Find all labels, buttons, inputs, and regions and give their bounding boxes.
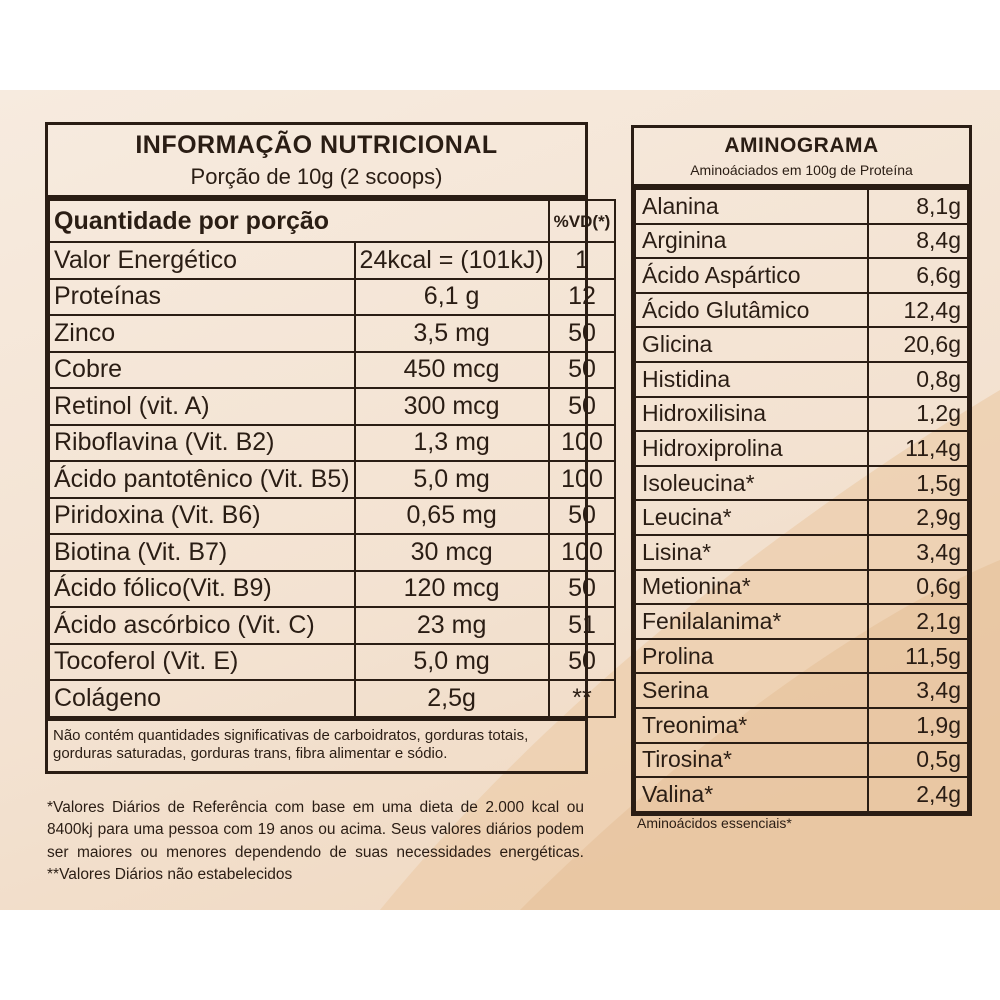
amino-name: Ácido Glutâmico (635, 293, 868, 328)
amino-row (635, 466, 968, 501)
amino-value: 2,1g (868, 604, 968, 639)
nutrient-vd: 51 (549, 607, 616, 644)
nutrient-vd: 50 (549, 352, 616, 389)
amino-row (635, 362, 968, 397)
nutrition-facts-panel (45, 122, 611, 774)
amino-name: Arginina (635, 224, 868, 259)
amino-row (635, 777, 968, 812)
nutrition-row (49, 279, 615, 316)
aminogram-header (634, 128, 969, 188)
amino-row (635, 293, 968, 328)
nutrient-name: Biotina (Vit. B7) (49, 534, 355, 571)
nutrition-row (49, 644, 615, 681)
aminogram-title: AMINOGRAMA (724, 134, 879, 157)
amino-row (635, 743, 968, 778)
amino-value: 6,6g (868, 258, 968, 293)
amino-value: 0,5g (868, 743, 968, 778)
nutrient-vd: 50 (549, 498, 616, 535)
nutrition-column-header (49, 200, 615, 242)
amino-row (635, 570, 968, 605)
nutrition-table (48, 199, 616, 718)
amino-name: Serina (635, 673, 868, 708)
amino-name: Ácido Aspártico (635, 258, 868, 293)
nutrient-quantity: 24kcal = (101kJ) (355, 242, 549, 279)
nutrition-row (49, 534, 615, 571)
amino-row (635, 327, 968, 362)
amino-value: 1,5g (868, 466, 968, 501)
amino-row (635, 189, 968, 224)
amino-name: Fenilalanima* (635, 604, 868, 639)
nutrition-row (49, 388, 615, 425)
amino-value: 1,2g (868, 397, 968, 432)
nutrient-quantity: 30 mcg (355, 534, 549, 571)
nutrition-serving: Porção de 10g (2 scoops) (190, 164, 443, 189)
nutrient-quantity: 6,1 g (355, 279, 549, 316)
amino-name: Histidina (635, 362, 868, 397)
amino-name: Isoleucina* (635, 466, 868, 501)
nutrition-header (48, 125, 585, 199)
nutrient-vd: ** (549, 680, 616, 717)
amino-value: 0,6g (868, 570, 968, 605)
amino-row (635, 708, 968, 743)
amino-value: 8,4g (868, 224, 968, 259)
nutrition-note: Não contém quantidades significativas de carboidratos, gorduras totais, gorduras saturadas, gorduras trans, fibra alimentar e sódio. (48, 718, 585, 772)
nutrient-quantity: 23 mg (355, 607, 549, 644)
amino-value: 11,5g (868, 639, 968, 674)
amino-value: 3,4g (868, 673, 968, 708)
nutrition-row (49, 607, 615, 644)
amino-value: 12,4g (868, 293, 968, 328)
amino-row (635, 535, 968, 570)
nutrient-quantity: 450 mcg (355, 352, 549, 389)
amino-name: Valina* (635, 777, 868, 812)
amino-value: 2,4g (868, 777, 968, 812)
nutrient-name: Cobre (49, 352, 355, 389)
nutrition-row (49, 571, 615, 608)
amino-row (635, 639, 968, 674)
amino-row (635, 500, 968, 535)
nutrient-quantity: 120 mcg (355, 571, 549, 608)
nutrient-vd: 100 (549, 425, 616, 462)
nutrient-vd: 50 (549, 388, 616, 425)
nutrient-vd: 50 (549, 644, 616, 681)
amino-name: Alanina (635, 189, 868, 224)
quantity-header: Quantidade por porção (49, 200, 549, 242)
nutrient-quantity: 1,3 mg (355, 425, 549, 462)
nutrition-row (49, 425, 615, 462)
nutrition-row (49, 315, 615, 352)
amino-value: 20,6g (868, 327, 968, 362)
nutrient-vd: 12 (549, 279, 616, 316)
daily-values-footnote: *Valores Diários de Referência com base em uma dieta de 2.000 kcal ou 8400kj para uma pessoa com 19 anos ou acima. Seus valores diários podem ser maiores ou menores dependendo de suas necessidades energéticas. **Valores Diários não estabelecidos (47, 799, 584, 884)
amino-name: Tirosina* (635, 743, 868, 778)
amino-value: 1,9g (868, 708, 968, 743)
amino-row (635, 224, 968, 259)
amino-row (635, 673, 968, 708)
nutrient-name: Ácido ascórbico (Vit. C) (49, 607, 355, 644)
amino-value: 0,8g (868, 362, 968, 397)
nutrient-quantity: 2,5g (355, 680, 549, 717)
nutrition-row (49, 352, 615, 389)
nutrition-title: INFORMAÇÃO NUTRICIONAL (135, 131, 498, 159)
amino-name: Treonima* (635, 708, 868, 743)
vd-header: %VD(*) (549, 200, 616, 242)
nutrient-name: Ácido pantotênico (Vit. B5) (49, 461, 355, 498)
nutrient-name: Piridoxina (Vit. B6) (49, 498, 355, 535)
nutrition-row (49, 680, 615, 717)
nutrient-quantity: 3,5 mg (355, 315, 549, 352)
nutrient-name: Riboflavina (Vit. B2) (49, 425, 355, 462)
amino-name: Lisina* (635, 535, 868, 570)
amino-value: 3,4g (868, 535, 968, 570)
nutrient-name: Ácido fólico(Vit. B9) (49, 571, 355, 608)
aminogram-panel (631, 125, 972, 816)
amino-name: Metionina* (635, 570, 868, 605)
nutrient-vd: 100 (549, 461, 616, 498)
amino-name: Hidroxiprolina (635, 431, 868, 466)
nutrient-quantity: 5,0 mg (355, 461, 549, 498)
nutrient-quantity: 0,65 mg (355, 498, 549, 535)
aminogram-subtitle: Aminoáciados em 100g de Proteína (690, 162, 913, 178)
nutrient-name: Valor Energético (49, 242, 355, 279)
nutrient-name: Zinco (49, 315, 355, 352)
essential-amino-note: Aminoácidos essenciais* (637, 815, 792, 831)
amino-row (635, 604, 968, 639)
aminogram-table (634, 188, 969, 813)
nutrient-name: Proteínas (49, 279, 355, 316)
amino-value: 2,9g (868, 500, 968, 535)
nutrient-vd: 1 (549, 242, 616, 279)
amino-name: Glicina (635, 327, 868, 362)
nutrient-vd: 100 (549, 534, 616, 571)
amino-value: 11,4g (868, 431, 968, 466)
amino-row (635, 397, 968, 432)
nutrient-quantity: 5,0 mg (355, 644, 549, 681)
nutrient-name: Tocoferol (Vit. E) (49, 644, 355, 681)
nutrient-name: Colágeno (49, 680, 355, 717)
amino-name: Hidroxilisina (635, 397, 868, 432)
nutrition-row (49, 461, 615, 498)
amino-name: Leucina* (635, 500, 868, 535)
nutrient-vd: 50 (549, 571, 616, 608)
nutrient-vd: 50 (549, 315, 616, 352)
amino-name: Prolina (635, 639, 868, 674)
amino-row (635, 258, 968, 293)
amino-row (635, 431, 968, 466)
nutrient-quantity: 300 mcg (355, 388, 549, 425)
nutrient-name: Retinol (vit. A) (49, 388, 355, 425)
nutrition-row (49, 242, 615, 279)
amino-value: 8,1g (868, 189, 968, 224)
nutrition-row (49, 498, 615, 535)
